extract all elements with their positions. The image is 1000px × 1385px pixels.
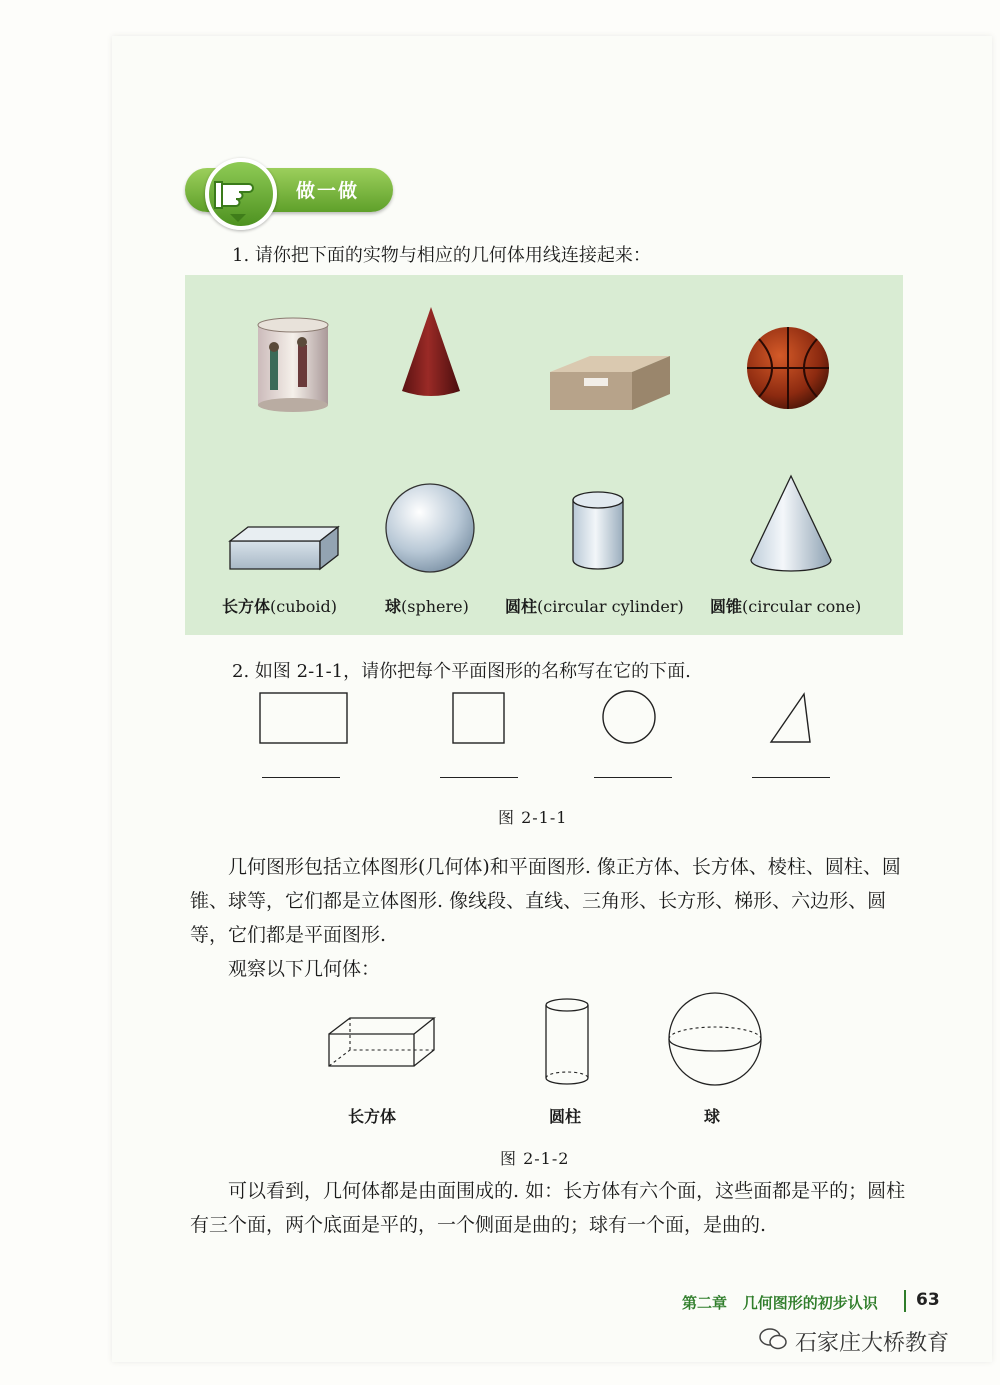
conclusion-text: 可以看到，几何体都是由面围成的. 如：长方体有六个面，这些面都是平的；圆柱有三个面，两个底面是平的，一个侧面是曲的；球有一个面，是曲的.	[190, 1180, 906, 1236]
figure-2-label-sphere: 球	[704, 1107, 721, 1126]
answer-blank-1[interactable]	[262, 777, 340, 778]
sphere-label: 球(sphere)	[385, 597, 469, 616]
cylinder-label: 圆柱(circular cylinder)	[505, 597, 684, 616]
question-2: 2. 如图 2-1-1，请你把每个平面图形的名称写在它的下面.	[232, 661, 691, 682]
square-shape	[450, 690, 508, 746]
cuboid-label: 长方体(cuboid)	[222, 597, 337, 616]
cuboid-solid-image	[228, 525, 342, 573]
chapter-footer	[682, 1292, 878, 1313]
circle-shape	[600, 688, 658, 746]
definition-text: 几何图形包括立体图形(几何体)和平面图形. 像正方体、长方体、棱柱、圆柱、圆锥、球等，它们都是立体图形. 像线段、直线、三角形、长方形、梯形、六边形、圆等，它们都是平面图形.	[190, 856, 901, 946]
figure-2-label-cuboid: 长方体	[348, 1107, 397, 1126]
observe-text: 观察以下几何体：	[228, 958, 381, 980]
answer-blank-3[interactable]	[594, 777, 672, 778]
page-number: 63	[916, 1290, 940, 1310]
answer-blank-2[interactable]	[440, 777, 518, 778]
cuboid-wireframe	[326, 1014, 438, 1070]
box-object-image	[548, 352, 674, 414]
conclusion-paragraph	[190, 1174, 910, 1242]
definition-paragraph	[190, 850, 910, 986]
footer-divider	[904, 1290, 906, 1312]
banner-title: 做一做	[296, 180, 360, 202]
chapter-title: 几何图形的初步认识	[742, 1294, 878, 1312]
answer-blank-4[interactable]	[752, 777, 830, 778]
figure-1-caption: 图 2-1-1	[498, 808, 568, 827]
triangle-shape	[768, 690, 814, 746]
cone-solid-image	[748, 474, 834, 574]
figure-2-caption: 图 2-1-2	[500, 1149, 570, 1168]
cone-label: 圆锥(circular cone)	[710, 597, 862, 616]
sphere-solid-image	[384, 482, 476, 574]
cylinder-solid-image	[570, 490, 626, 572]
chapter-number: 第二章	[682, 1294, 728, 1312]
pointing-hand-icon	[209, 162, 265, 218]
banner-pointer	[230, 214, 246, 222]
rectangle-shape	[258, 690, 350, 746]
sphere-wireframe	[666, 990, 764, 1088]
wechat-icon	[758, 1326, 788, 1352]
cylinder-wireframe	[542, 996, 592, 1088]
figure-2-label-cylinder: 圆柱	[549, 1107, 582, 1126]
pen-holder-image	[250, 315, 340, 415]
basketball-image	[745, 325, 831, 411]
watermark-text: 石家庄大桥教育	[795, 1331, 950, 1356]
red-cone-object-image	[398, 305, 464, 401]
question-1: 1. 请你把下面的实物与相应的几何体用线连接起来：	[232, 245, 651, 266]
